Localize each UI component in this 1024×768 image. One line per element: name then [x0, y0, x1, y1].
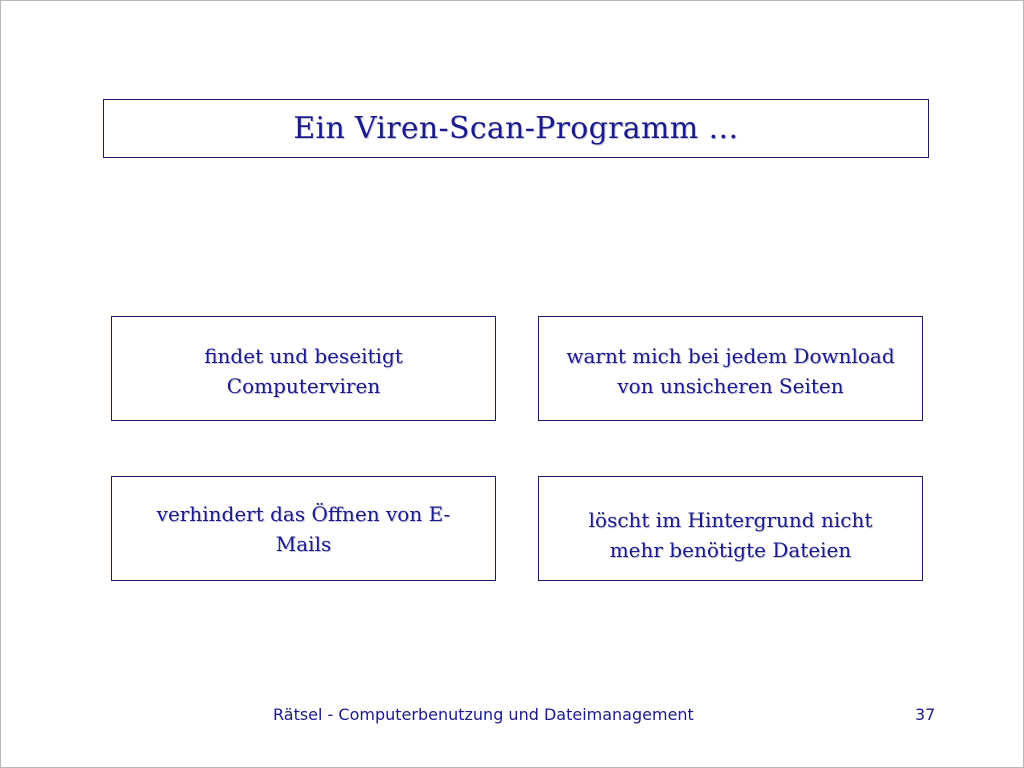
answer-option-c-label: verhindert das Öffnen von E-Mails	[156, 502, 451, 556]
answer-option-c[interactable]	[111, 476, 496, 581]
slide-footer: Rätsel - Computerbenutzung und Dateimanagement	[273, 705, 694, 724]
answer-option-d[interactable]	[538, 476, 923, 581]
answer-option-d-label: löscht im Hintergrund nicht mehr benötigte Dateien	[588, 508, 873, 562]
page-number: 37	[915, 705, 936, 724]
title-box	[103, 99, 929, 158]
answer-option-b[interactable]	[538, 316, 923, 421]
answer-option-a-label: findet und beseitigt Computerviren	[204, 344, 403, 398]
answer-option-a[interactable]	[111, 316, 496, 421]
slide-title: Ein Viren-Scan-Programm …	[293, 111, 739, 146]
answer-option-b-label: warnt mich bei jedem Download von unsicheren Seiten	[566, 344, 895, 398]
